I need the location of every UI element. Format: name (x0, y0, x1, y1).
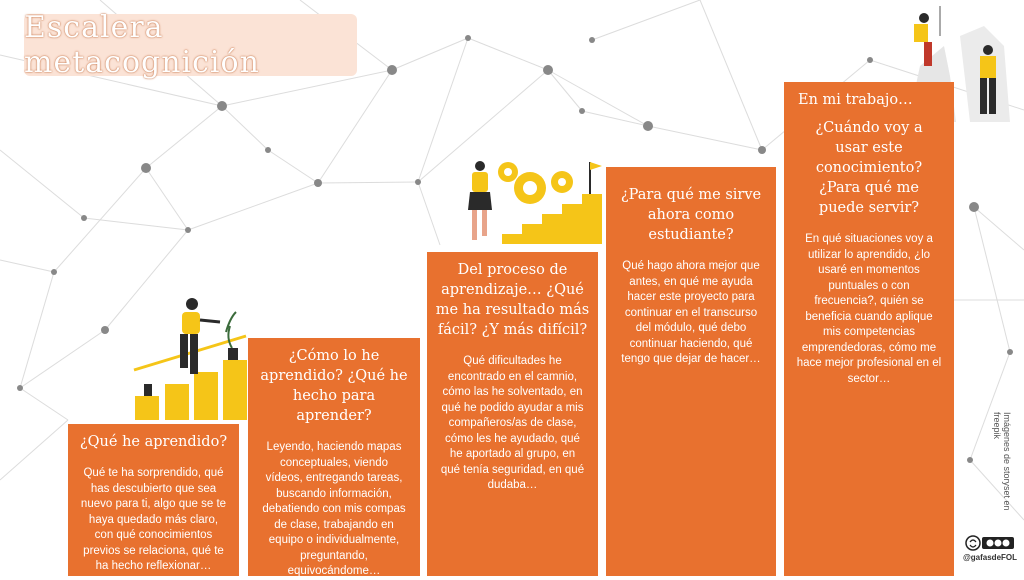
step-2-body: Leyendo, haciendo mapas conceptuales, viendo vídeos, entregando tareas, buscando información, debatiendo con mis compas de clase, trabajando en equipo o individualmente, preguntando, equivocándome… (262, 441, 406, 577)
person-watering-plants-illustration (130, 292, 250, 420)
step-1-what-learned (68, 424, 239, 576)
step-1-body: Qué te ha sorprendido, qué has descubierto que sea nuevo para ti, algo que se te haya quedado más claro, con qué conocimientos previos se relaciona, qué te ha hecho reflexionar… (80, 467, 227, 572)
step-3-body: Qué dificultades he encontrado en el camnio, cómo las he solventado, en qué he podido ayudar a mis compañeros/as de clase, cómo les he ayudado, qué he aportado al grupo, en qué tenía seguridad, en qué dudaba… (440, 355, 585, 491)
person-climbing-gear-stairs-illustration (462, 158, 614, 248)
step-3-easy-difficult (427, 252, 598, 576)
cc-license-icon (964, 534, 1016, 552)
step-5-body: En qué situaciones voy a utilizar lo aprendido, ¿lo usaré en momentos puntuales o con frecuencia?, quién se beneficia cuando aplique mis competencias emprendedoras, cómo me hace mejor profesional en el sector… (796, 233, 942, 385)
step-3-heading: Del proceso de aprendizaje… ¿Qué me ha resultado más fácil? ¿Y más difícil? (435, 262, 590, 338)
step-1-heading: ¿Qué he aprendido? (79, 434, 228, 450)
step-2-how-learned (248, 338, 420, 576)
page-title: Escalera metacognición (24, 10, 260, 80)
step-2-heading: ¿Cómo lo he aprendido? ¿Qué he hecho para aprender? (260, 348, 408, 424)
step-5-use-at-work (784, 82, 954, 576)
license-handle: @gafasdeFOL (962, 553, 1018, 562)
license-badge (962, 534, 1018, 570)
title-banner (24, 10, 357, 80)
step-5-heading: En mi trabajo… (798, 92, 913, 108)
step-4-use-as-student (606, 167, 776, 576)
step-4-body: Qué hago ahora mejor que antes, en qué me ayuda hacer este proyecto para continuar en el transcurso del módulo, qué debo continuar haciendo, qué tengo que dejar de hacer… (621, 260, 761, 365)
step-5-subheading: ¿Cuándo voy a usar este conocimiento? ¿Para qué me puede servir? (815, 120, 923, 216)
image-credit: Imágenes de storyset en freepik (992, 412, 1012, 511)
step-4-heading: ¿Para qué me sirve ahora como estudiante? (620, 187, 762, 243)
